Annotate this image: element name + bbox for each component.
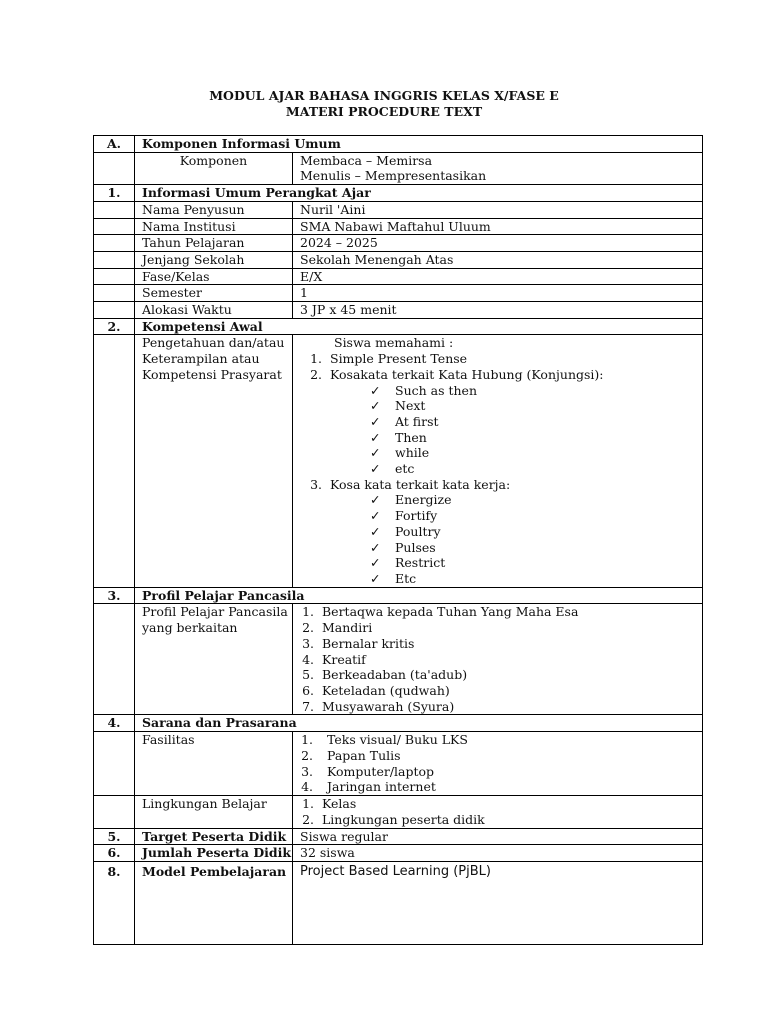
section-1-header-row — [94, 185, 703, 202]
document-subtitle: MATERI PROCEDURE TEXT — [285, 104, 483, 119]
lingkungan-row — [94, 796, 703, 828]
info-row — [94, 201, 703, 218]
list-item: 2. Lingkungan peserta didik — [318, 812, 702, 828]
info-row — [94, 302, 703, 319]
list-item: 2. Papan Tulis — [317, 748, 702, 764]
list-item: 1. Simple Present Tense — [326, 351, 702, 367]
info-value: E/X — [293, 268, 703, 285]
kompetensi-row — [94, 335, 703, 587]
check-item: ✓ Restrict — [366, 555, 702, 571]
komponen-values — [293, 152, 703, 184]
info-row — [94, 268, 703, 285]
info-row — [94, 251, 703, 268]
profil-list — [300, 604, 702, 714]
section-number: 3. — [94, 587, 135, 604]
list-item: 3. Bernalar kritis — [318, 636, 702, 652]
list-item: 1. Bertaqwa kepada Tuhan Yang Maha Esa — [318, 604, 702, 620]
section-8-row — [94, 861, 703, 944]
fasilitas-list — [300, 732, 702, 795]
list-item: 7. Musyawarah (Syura) — [318, 699, 702, 715]
komponen-value: Menulis – Mempresentasikan — [300, 168, 487, 184]
section-value: 32 siswa — [293, 845, 703, 862]
fasilitas-label: Fasilitas — [135, 732, 293, 796]
section-6-row — [94, 845, 703, 862]
kompetensi-list — [300, 351, 702, 587]
section-5-row — [94, 828, 703, 845]
check-item: ✓ Then — [366, 430, 702, 446]
section-title: Model Pembelajaran — [135, 861, 293, 944]
info-label: Jenjang Sekolah — [135, 251, 293, 268]
info-label: Fase/Kelas — [135, 268, 293, 285]
list-item: 5. Berkeadaban (ta'adub) — [318, 667, 702, 683]
check-item: ✓ Pulses — [366, 540, 702, 556]
komponen-value: Membaca – Memirsa — [300, 152, 433, 168]
section-title: Informasi Umum Perangkat Ajar — [135, 185, 703, 202]
info-label: Tahun Pelajaran — [135, 235, 293, 252]
verb-checklist — [330, 492, 702, 586]
check-item: ✓ Such as then — [366, 383, 702, 399]
list-item: 6. Keteladan (qudwah) — [318, 683, 702, 699]
lingkungan-label: Lingkungan Belajar — [135, 796, 293, 828]
section-3-header-row — [94, 587, 703, 604]
profil-row — [94, 604, 703, 715]
section-number: 6. — [94, 845, 135, 862]
section-4-header-row — [94, 715, 703, 732]
list-item: 2. Mandiri — [318, 620, 702, 636]
check-item: ✓ Energize — [366, 492, 702, 508]
info-value: 2024 – 2025 — [293, 235, 703, 252]
section-title: Jumlah Peserta Didik — [135, 845, 293, 862]
section-number: 2. — [94, 318, 135, 335]
section-title: Profil Pelajar Pancasila — [135, 587, 703, 604]
info-label: Nama Penyusun — [135, 201, 293, 218]
info-label: Semester — [135, 285, 293, 302]
info-row — [94, 235, 703, 252]
info-label: Nama Institusi — [135, 218, 293, 235]
info-value: 1 — [293, 285, 703, 302]
list-item: 4. Kreatif — [318, 652, 702, 668]
fasilitas-content — [293, 732, 703, 796]
module-table — [93, 135, 703, 945]
info-value: SMA Nabawi Maftahul Uluum — [293, 218, 703, 235]
section-2-header-row — [94, 318, 703, 335]
kompetensi-content — [293, 335, 703, 587]
kompetensi-intro: Siswa memahami : — [334, 335, 454, 351]
section-value: Project Based Learning (PjBL) — [293, 861, 703, 944]
info-row — [94, 285, 703, 302]
section-number: 4. — [94, 715, 135, 732]
section-title: Kompetensi Awal — [135, 318, 703, 335]
list-item: 3. Komputer/laptop — [317, 764, 702, 780]
profil-content — [293, 604, 703, 715]
check-item: ✓ At first — [366, 414, 702, 430]
section-title: Komponen Informasi Umum — [135, 136, 703, 153]
section-value: Siswa regular — [293, 828, 703, 845]
info-value: 3 JP x 45 menit — [293, 302, 703, 319]
info-label: Alokasi Waktu — [135, 302, 293, 319]
check-item: ✓ Next — [366, 398, 702, 414]
section-title: Sarana dan Prasarana — [135, 715, 703, 732]
list-item: 4. Jaringan internet — [317, 779, 702, 795]
section-a-header-row — [94, 136, 703, 153]
section-number: A. — [94, 136, 135, 153]
komponen-label: Komponen — [135, 152, 293, 184]
list-item: 1. Kelas — [318, 796, 702, 812]
document-title: MODUL AJAR BAHASA INGGRIS KELAS X/FASE E — [209, 88, 559, 103]
list-item: 3. Kosa kata terkait kata kerja: ✓ Energize ✓ Fortify ✓ Poultry ✓ Pulses ✓ Restrict ✓ Etc — [326, 477, 702, 587]
section-number: 1. — [94, 185, 135, 202]
info-value: Nuril 'Aini — [293, 201, 703, 218]
check-item: ✓ etc — [366, 461, 702, 477]
fasilitas-row — [94, 732, 703, 796]
list-item: 2. Kosakata terkait Kata Hubung (Konjungsi): ✓ Such as then ✓ Next ✓ At first ✓ Then ✓ while ✓ etc — [326, 367, 702, 477]
conjunction-checklist — [330, 383, 702, 477]
check-item: ✓ while — [366, 445, 702, 461]
section-number: 8. — [94, 861, 135, 944]
section-number: 5. — [94, 828, 135, 845]
komponen-row — [94, 152, 703, 184]
check-item: ✓ Fortify — [366, 508, 702, 524]
section-title: Target Peserta Didik — [135, 828, 293, 845]
kompetensi-label: Pengetahuan dan/atau Keterampilan atau Kompetensi Prasyarat — [135, 335, 293, 587]
check-item: ✓ Etc — [366, 571, 702, 587]
info-value: Sekolah Menengah Atas — [293, 251, 703, 268]
check-item: ✓ Poultry — [366, 524, 702, 540]
list-item: 1. Teks visual/ Buku LKS — [317, 732, 702, 748]
lingkungan-content — [293, 796, 703, 828]
profil-label: Profil Pelajar Pancasila yang berkaitan — [135, 604, 293, 715]
lingkungan-list — [300, 796, 702, 827]
info-row — [94, 218, 703, 235]
